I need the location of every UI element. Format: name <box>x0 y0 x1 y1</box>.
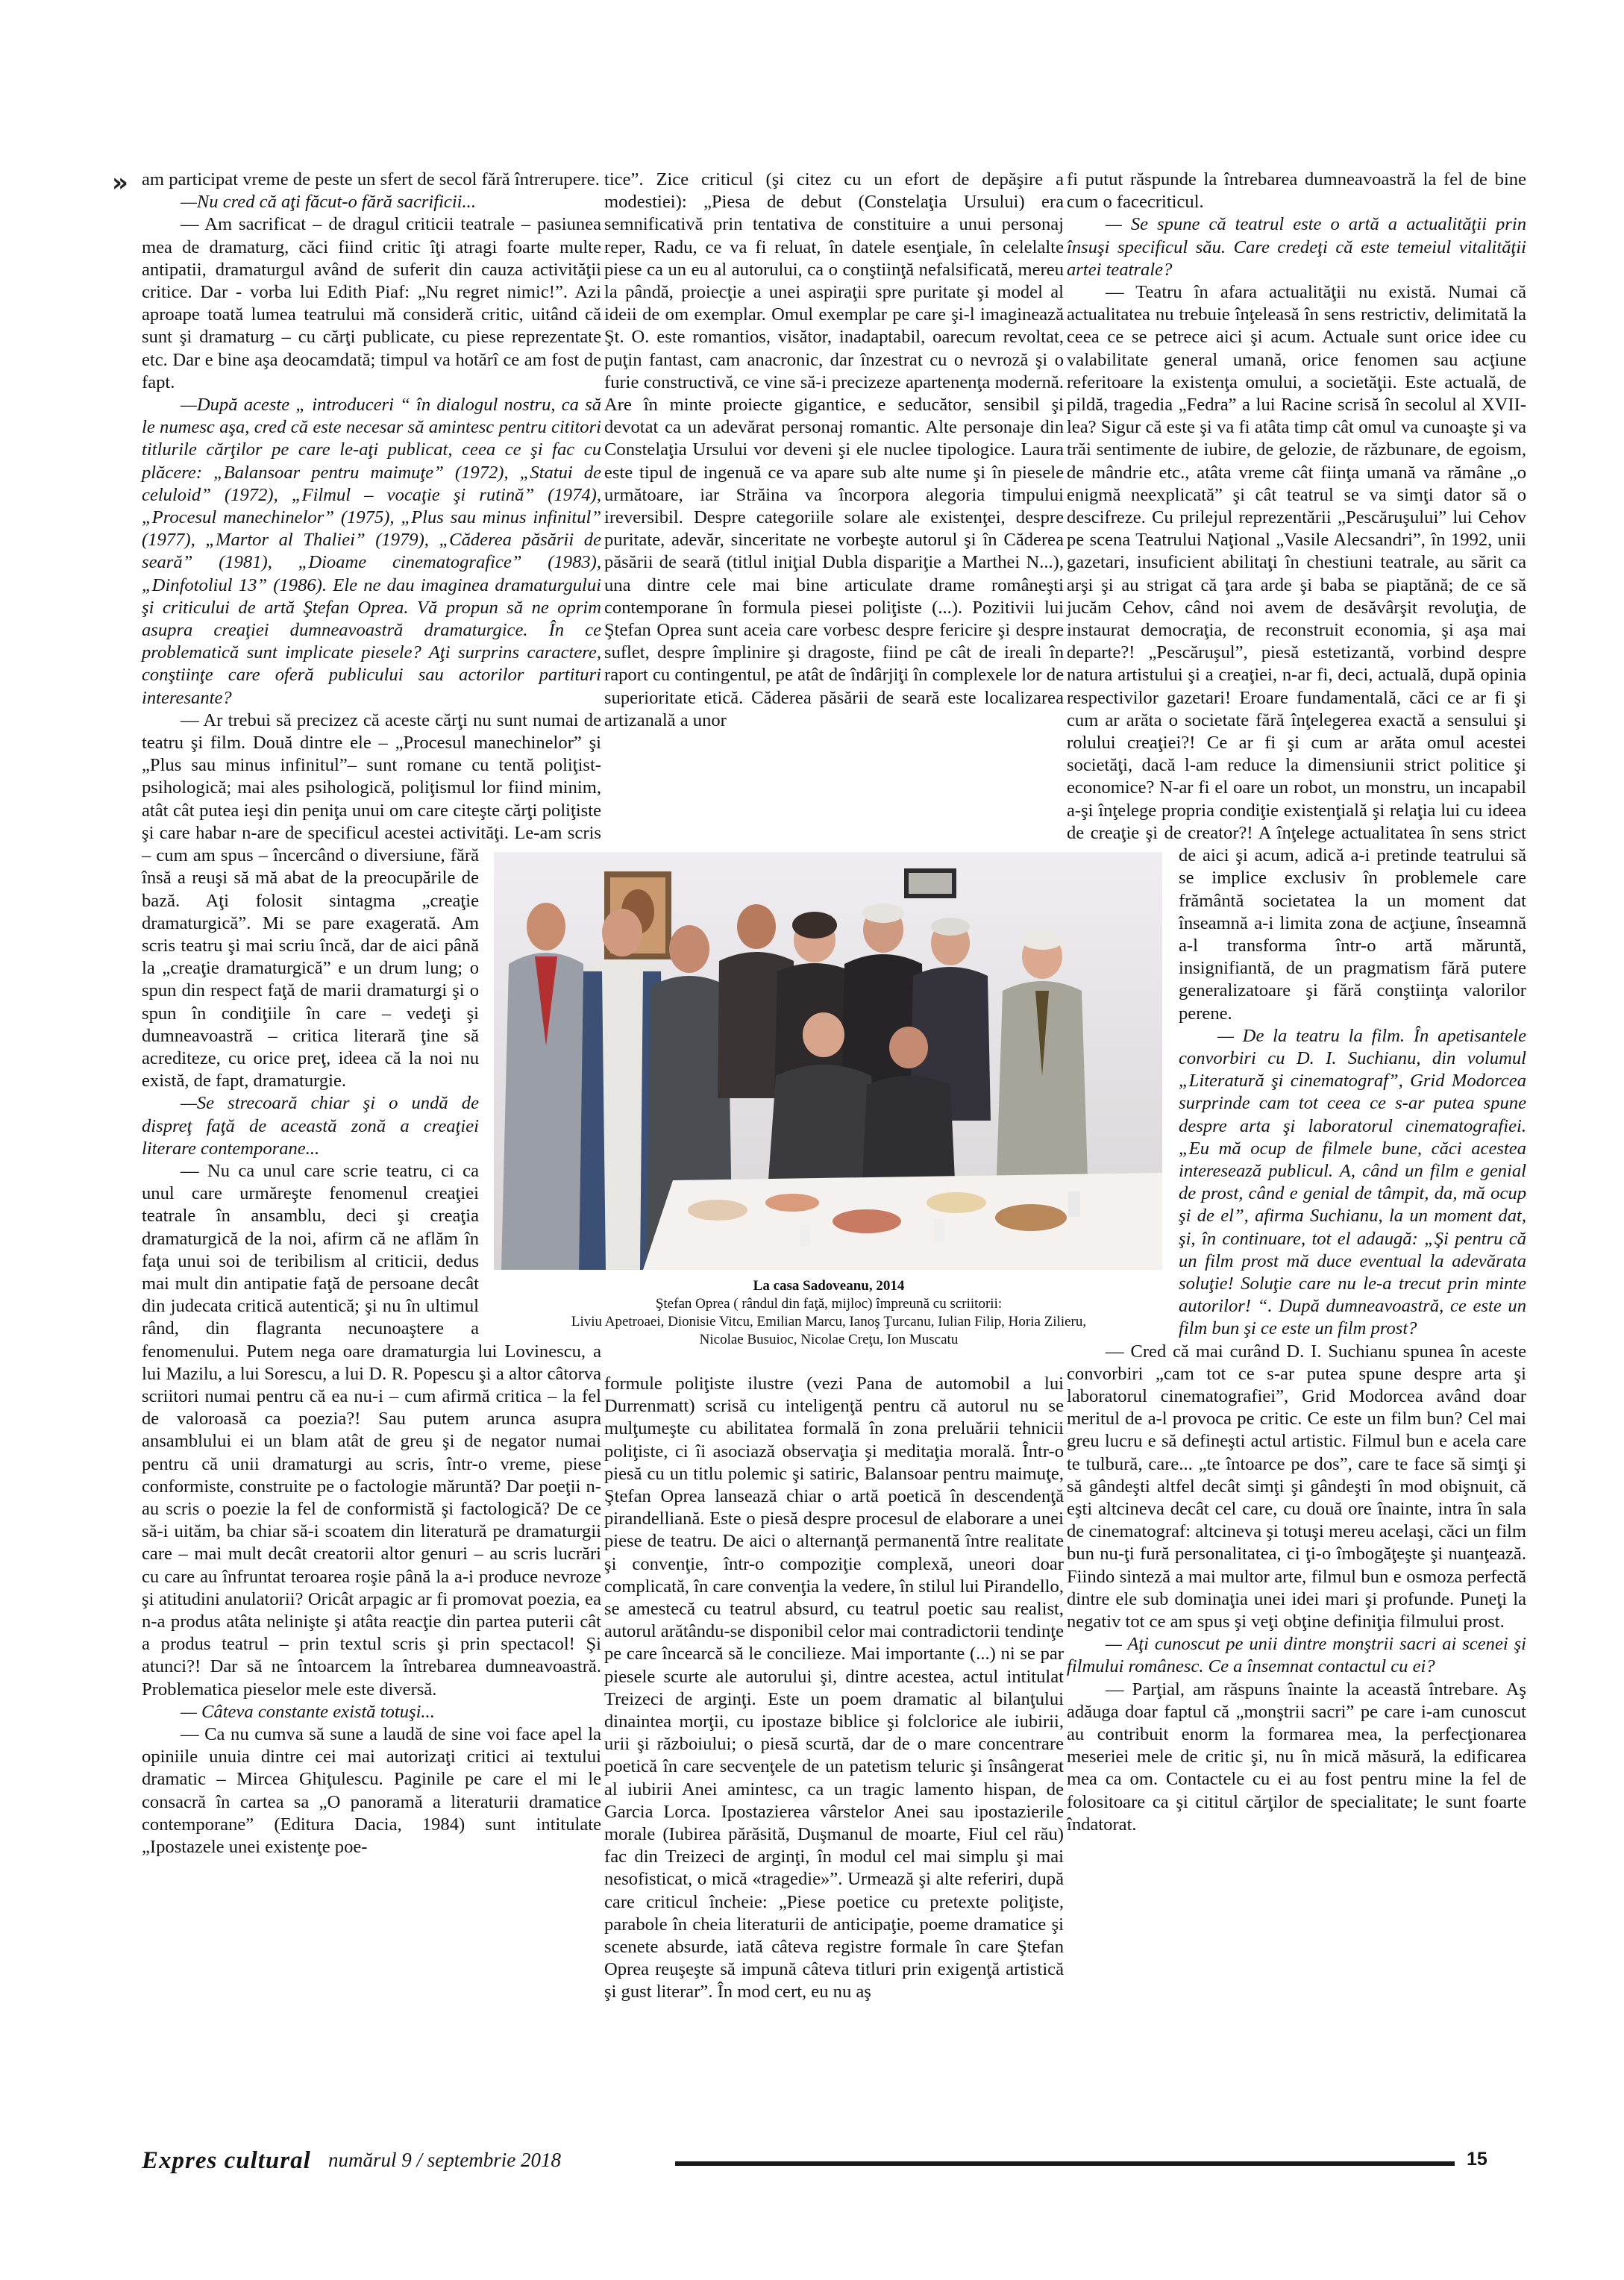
caption-title: La casa Sadoveanu, 2014 <box>753 1278 905 1294</box>
caption-line: Ştefan Oprea ( rândul din faţă, mijloc) împreună cu scriitorii: <box>655 1296 1003 1312</box>
paragraph: tice”. Zice criticul (şi citez cu un efort de depăşire a modestiei): „Piesa de debut (Constelaţia Ursului) era semnificativă prin tentativa de constituire a unui personaj reper, Radu, ce va fi reluat, în datele esenţiale, în celelalte piese ca un eu al autorului, ca o conştiinţă nefalsificată, mereu la pândă, proiecţie a unei aspiraţii spre puritate şi model al ideii de om exemplar. Omul exemplar pe care şi-l imaginează Şt. O. este romantios, visător, inadaptabil, oarecum revoltat, puţin fantast, cam anacronic, dar înzestrat cu o nevroză şi o furie constructivă, ce vine să-i precizeze apartenenţa modernă. Are în minte proiecte gigantice, e seducător, sensibil şi devotat ca un adevărat personaj romantic. Alte personaje din Constelaţia Ursului vor deveni şi ele nuclee tipologice. Laura este tipul de ingenuă ce va apare sub alte nume şi în piesele următoare, iar Străina va încorpora alegoria timpului ireversibil. Despre categoriile solare ale existenţei, despre puritate, adevăr, sinceritate ne vorbeşte autorul şi în Căderea păsării de seară (titlul iniţial Dubla dispariţie a Marthei N...), una dintre cele mai bine articulate drame româneşti contemporane în formula piesei poliţiste (...). Pozitivii lui Ştefan Oprea sunt aceia care vorbesc despre fericire şi despre suflet, despre împlinire şi dragoste, fiind pe cât de ireali în raport cu contingentul, pe atât de îndârjiţi în complexele lor de superioritate etică. Căderea păsării de seară este localizarea artizanală a unor <box>604 169 1064 730</box>
paragraph: — Nu ca unul care scrie teatru, ci ca unul care urmăreşte fenomenul creaţiei teatrale în ansamblu, deci şi creaţia dramaturgică de la noi, afirm că ne aflăm în faţa unui soi de teribilism al criticii, dedus mai mult din antipatie faţă de persoane decât din judecata critică autentică; şi nu în ultimul rând, din flagranta necunoaştere a fenomenului. Putem nega oare dramaturgia lui Lovinescu, a lui Mazilu, a lui Sorescu, a lui D. R. Popescu şi a altor câtorva scriitori numai pentru că ea nu-i – cum afirmă critica – la fel de valoroasă ca poezia?! Sau putem arunca asupra ansamblului ei un blam atât de greu şi de negator numai pentru că unii dramaturgi au scris, într-o vreme, piese conformiste, construite pe o factologie măruntă? Dar poeţii n-au scris o poezie la fel de conformistă şi factologică? De ce să-i uităm, ba chiar să-i scoatem din literatură pe dramaturgii care – mai mult decât creatorii altor genuri – au scris lucrări cu care au înfruntat teroarea roşie până la a-i produce nevroze şi atitudini anulatorii? Oricât arpagic ar fi promovat poezia, ea n-a produs atâta nelinişte şi atâta reacţie din partea puterii cât a produs teatrul – prin textul scris şi prin spectacol! Şi atunci?! Dar să ne întoarcem la întrebarea dumneavoastră. Problematica pieselor mele este diversă. <box>142 1160 601 1700</box>
paragraph: — Aţi cunoscut pe unii dintre monştrii sacri ai scenei şi filmului românesc. Ce a însemnat contactul cu ei? <box>1067 1634 1526 1677</box>
column-2-lower <box>604 1373 1064 2004</box>
paragraph: formule poliţiste ilustre (vezi Pana de automobil a lui Durrenmatt) scrisă cu inteligenţă pentru că autorul nu se mulţumeşte cu abilitatea formală în zona preluării tehnicii poliţiste, ci îi asociază observaţia şi meditaţia morală. Într-o piesă cu un titlu polemic şi satiric, Balansoar pentru maimuţe, Ştefan Oprea lansează chiar o artă poetică în descendenţă pirandelliană. Este o piesă despre procesul de elaborare a unei piese de teatru. De aici o alternanţă permanentă între realitate şi convenţie, într-o compoziţie complexă, uneori doar complicată, în care convenţia la vedere, în stilul lui Pirandello, se amestecă cu teatrul absurd, cu teatrul poetic sau realist, autorul arătându-se disponibil celor mai contradictorii tendinţe pe care încearcă să le concilieze. Mai importante (...) ni se par piesele scurte ale autorului şi, dintre acestea, actul intitulat Treizeci de arginţi. Este un poem dramatic al bilanţului dinaintea morţii, cu ipostaze biblice şi folclorice ale iubirii, urii şi războiului; o piesă scurtă, dar de o mare concentrare poetică în care secvenţele de un patetism teluric şi însângerat al iubirii Anei amintesc, ca un tragic lamento hispan, de Garcia Lorca. Ipostazierea vârstelor Anei sau ipostazierile morale (Iubirea părăsită, Duşmanul de moarte, Fiul cel rău) fac din Treizeci de arginţi, în modul cel mai simplu şi mai nesofisticat, o mică «tragedie»”. Urmează şi alte referiri, după care criticul încheie: „Piese poetice cu pretexte poliţiste, parabole în cheia literaturii de anticipaţie, poeme dramatice şi scenete absurde, iată câteva registre formale în care Ştefan Oprea reuşeşte să impună câteva titluri prin exigenţă artistică şi gust literar”. În mod cert, eu nu aş <box>604 1374 1065 2002</box>
photo-caption <box>486 1277 1171 1349</box>
paragraph: — De la teatru la film. În apetisantele convorbiri cu D. I. Suchianu, din volumul „Literatură şi cinematograf”, Grid Modorcea surprinde cam tot ceea ce s-ar putea spune despre arta şi laboratorul cinematografiei. „Eu mă ocup de filmele bune, căci acestea interesează publicul. A, când un film e genial de prost, când e genial de tâmpit, da, mă ocup şi de el”, afirma Suchianu, la un moment dat, şi, în continuare, tot el adaugă: „Şi pentru că un film prost mă duce eventual la adevărata soluţie! Soluţie care nu le-a trecut prin minte autorilor! “. După dumneavoastră, ce este un film bun şi ce este un film prost? <box>1179 1025 1526 1339</box>
paragraph: am participat vreme de peste un sfert de secol fără întrerupere. <box>142 169 600 190</box>
paragraph: fi putut răspunde la întrebarea dumneavoastră la fel de bine cum o facecriticul. <box>1067 169 1526 213</box>
paragraph: — Parţial, am răspuns înainte la această întrebare. Aş adăuga doar faptul că „monştrii sacri” pe care i-am cunoscut au contribuit enorm la formarea mea, la perfecţionarea meseriei mele de critic şi, nu în mică măsură, la edificarea mea ca om. Contactele cu ei au fost pentru mine la fel de folositoare ca şi cititul cărţilor de specialitate; le sunt foarte îndatorat. <box>1067 1679 1526 1835</box>
paragraph: — Ar trebui să precizez că aceste cărţi nu sunt numai de teatru şi film. Două dintre ele – „Procesul manechinelor” şi „Plus sau minus infinitul”– sunt romane cu tentă poliţist-psihologică; mai ales psihologică, poliţismul lor fiind minim, atât cât putea ieşi din peniţa unui om care citeşte cărţi poliţiste şi care habar n-are de specificul acestei activităţi. Le-am scris – cum am spus – încercând o diversiune, fără însă a reuşi să mă abat de la preocupările de bază. Aţi folosit sintagma „creaţie dramaturgică”. Mi se pare exagerată. Am scris teatru şi mai scriu încă, dar de aici până la „creaţie dramaturgică” e un drum lung; o spun din respect faţă de marii dramaturgi şi o spun în condiţiile în care – vedeţi şi dumneavoastră – critica literară ţine să acrediteze, cu orice preţ, ideea că la noi nu există, de fapt, dramaturgie. <box>142 710 601 1092</box>
paragraph: — Teatru în afara actualităţii nu există. Numai că actualitatea nu trebuie înţeleasă în sens restrictiv, delimitată la ceea ce se petrece aici şi acum. Actuale sunt orice idee cu valabilitate general umană, orice fenomen sau acţiune referitoare la existenţa omului, a societăţii. Este actuală, de pildă, tragedia „Fedra” a lui Racine scrisă în secolul al XVII-lea? Sigur că este şi va fi atâta timp cât omul va cunoaşte şi va trăi sentimente de iubire, de gelozie, de răzbunare, de egoism, de mândrie etc., atâta vreme cât fiinţa umană va rămâne „o enigmă neexplicată” şi cât teatrul se va simţi dator să o descifreze. Cu prilejul reprezentării „Pescăruşului” lui Cehov pe scena Teatrului Naţional „Vasile Alecsandri”, în 1992, unii gazetari, insuficient abilitaţi în chestiuni teatrale, au sărit ca arşi şi au strigat că ţara arde şi baba se piaptănă; de ce să jucăm Cehov, când noi avem de desăvârşit revoluţia, de instaurat democraţia, de reconstruit economia, şi aşa mai departe?! „Pescăruşul”, piesă estetizantă, vorbind despre natura artistului şi a creaţiei, n-ar fi, deci, actuală, după opinia respectivilor gazetari! Eroare fundamentală, căci ce ar fi şi cum ar arăta o societate fără înţelegerea exactă a sensului şi rolului creaţiei?! Ce ar fi şi cum ar arăta omul acestei societăţi, dacă l-am reduce la dimensiunii strict politice şi economice? N-ar fi el oare un robot, un monstru, un incapabil a-şi înţelege propria condiţie existenţială şi relaţia lui cu ideea de creaţie şi de creator?! A înţelege actualitatea în sens strict de aici şi acum, adică a-i pretinde teatrului să se implice exclusiv în problemele care frământă societatea la un moment dat înseamnă a-i limita zona de acţiune, înseamnă a-l transforma într-o artă măruntă, insignifiantă, de un pragmatism fără putere generalizatoare şi fără conştiinţa valorilor perene. <box>1067 282 1526 1024</box>
caption-line: Nicolae Busuioc, Nicolae Creţu, Ion Muscatu <box>699 1332 959 1347</box>
paragraph: — Câteva constante există totuşi... <box>181 1701 435 1722</box>
page-number: 15 <box>1467 2149 1487 2170</box>
paragraph: —Nu cred că aţi făcut-o fără sacrificii... <box>181 192 476 213</box>
caption-line: Liviu Apetroaei, Dionisie Vitcu, Emilian Marcu, Ianoş Ţurcanu, Iulian Filip, Horia Zilieru, <box>571 1314 1087 1330</box>
magazine-brand: Expres cultural <box>142 2147 311 2174</box>
issue-label: numărul 9 / septembrie 2018 <box>328 2149 561 2171</box>
paragraph: —După aceste „ introduceri “ în dialogul nostru, ca să le numesc aşa, cred că este necesar să amintesc pentru cititori titlurile cărţilor pe care le-aţi publicat, ceea ce şi fac cu plăcere: „Balansoar pentru maimuţe” (1972), „Statui de celuloid” (1972), „Filmul – vocaţie şi rutină” (1974), „Procesul manechinelor” (1975), „Plus sau minus infinitul” (1977), „Martor al Thaliei” (1979), „Căderea păsării de seară” (1981), „Dioame cinematografice” (1983), „Dinfotoliul 13” (1986). Ele ne dau imaginea dramaturgului şi criticului de artă Ştefan Oprea. Vă propun să ne oprim asupra creaţiei dumneavoastră dramaturgice. În ce problematică sunt implicate piesele? Aţi surprins caractere, conştiinţe care oferă publicului sau actorilor partituri interesante? <box>142 395 601 708</box>
paragraph: — Cred că mai curând D. I. Suchianu spunea în aceste convorbiri „cam tot ce s-ar putea spune despre arta şi laboratorul cinematografiei”, Grid Modorcea având doar meritul de a-l provoca pe critic. Ce este un film bun? Cel mai greu lucru e să defineşti actul artistic. Filmul bun e acela care te tulbură, care... „te întoarce pe dos”, care te face să simţi şi să gândeşti altfel decât simţi şi gândeşti în mod obişnuit, că eşti altcineva decât cel care, cu două ore înainte, intra în sala de cinematograf: altcineva şi totuşi mereu acelaşi, căci un film bun nu-ţi fură personalitatea, ci ţi-o îmbogăţeşte şi nuanţează. Fiindo sinteză a mai multor arte, filmul bun e osmoza perfectă dintre ele sub dominaţia unei idei mari şi profunde. Puneţi la negativ tot ce am spus şi veţi obţine definiţia filmului prost. <box>1067 1341 1526 1632</box>
group-photo-figure <box>486 846 1171 1347</box>
group-photo-illustration <box>494 852 1162 1270</box>
paragraph: — Am sacrificat – de dragul criticii teatrale – pasiunea mea de dramaturg, căci fiind critic îţi atragi foarte multe antipatii, dramaturgul având de suferit din cauza activităţii critice. Dar - vorba lui Edith Piaf: „Nu regret nimic!”. Azi aproape toată lumea teatrului mă consideră critic, uitând că sunt şi dramaturg – cu cărţi publicate, cu piese reprezentate etc. Dar e bine aşa deocamdată; timpul va hotărî ce am fost de fapt. <box>142 214 601 392</box>
paragraph: —Se strecoară chiar şi o undă de dispreţ faţă de această zonă a creaţiei literare contemporane... <box>142 1093 479 1159</box>
paragraph: — Se spune că teatrul este o artă a actualităţii prin însuşi specificul său. Care credeţi că este temeiul vitalităţii artei teatrale? <box>1067 214 1526 280</box>
paragraph: — Ca nu cumva să sune a laudă de sine voi face apel la opiniile unuia dintre cei mai autorizaţi critici ai textului dramatic – Mircea Ghiţulescu. Paginile pe care el mi le consacră în cartea sa „O panoramă a literaturii dramatice contemporane” (Editura Dacia, 1984) sunt intitulate „Ipostazele unei existenţe poe- <box>142 1724 601 1858</box>
group-photo <box>494 852 1162 1270</box>
continuation-marker: » <box>112 168 128 198</box>
footer-rule <box>675 2161 1455 2166</box>
